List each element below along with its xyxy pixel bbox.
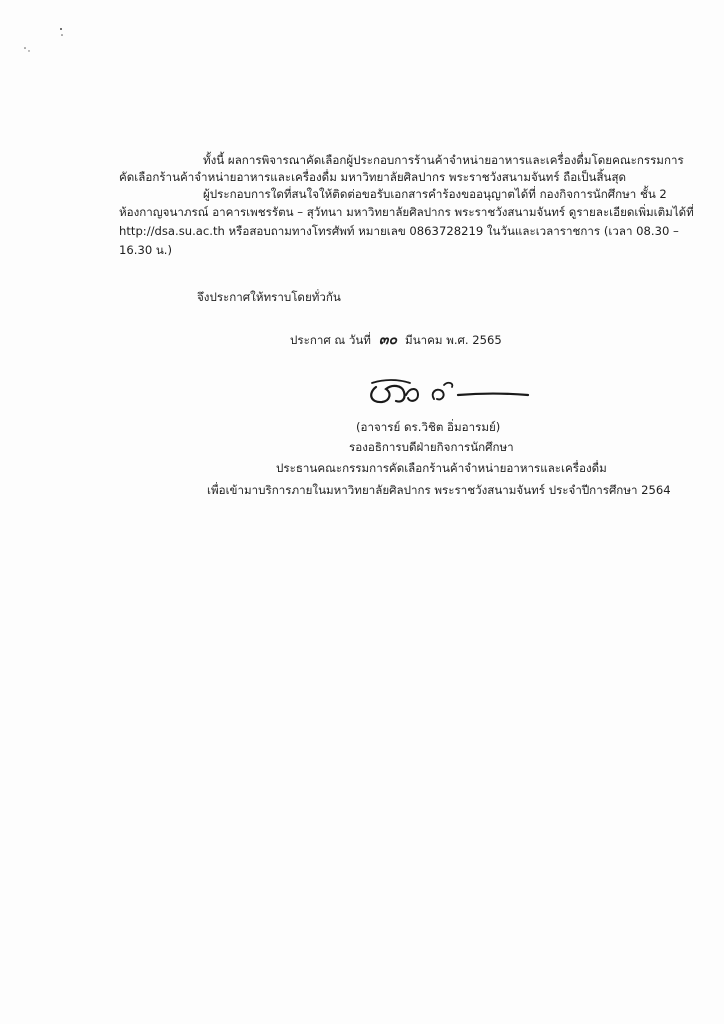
announcement-line: จึงประกาศให้ทราบโดยทั่วกัน <box>197 290 341 304</box>
paragraph-2-line-2: ห้องกาญจนาภรณ์ อาคารเพชรรัตน – สุวัทนา มหาวิทยาลัยศิลปากร พระราชวังสนามจันทร์ ดูรายละเอียดเพิ่มเติมได้ที่ <box>119 205 694 219</box>
signatory-name: (อาจารย์ ดร.วิชิต อิ่มอารมย์) <box>356 420 501 434</box>
scan-specks <box>0 0 80 60</box>
signatory-title-1: รองอธิการบดีฝ่ายกิจการนักศึกษา <box>349 440 514 454</box>
date-prefix: ประกาศ ณ วันที่ <box>290 333 371 347</box>
date-suffix: มีนาคม พ.ศ. 2565 <box>405 333 502 347</box>
signatory-title-2: ประธานคณะกรรมการคัดเลือกร้านค้าจำหน่ายอาหารและเครื่องดื่ม <box>276 461 607 475</box>
signature <box>362 373 532 413</box>
paragraph-1-line-2: คัดเลือกร้านค้าจำหน่ายอาหารและเครื่องดื่ม มหาวิทยาลัยศิลปากร พระราชวังสนามจันทร์ ถือเป็นสิ้นสุด <box>119 170 627 184</box>
paragraph-2-line-3: http://dsa.su.ac.th หรือสอบถามทางโทรศัพท์ หมายเลข 0863728219 ในวันและเวลาราชการ (เวลา 08.30 – <box>119 224 679 238</box>
signatory-title-3: เพื่อเข้ามาบริการภายในมหาวิทยาลัยศิลปากร พระราชวังสนามจันทร์ ประจำปีการศึกษา 2564 <box>207 483 671 497</box>
paragraph-2-line-4: 16.30 น.) <box>119 243 173 257</box>
date-day-handwritten: ๓๐ <box>378 332 398 348</box>
paragraph-1-line-1: ทั้งนี้ ผลการพิจารณาคัดเลือกผู้ประกอบการร้านค้าจำหน่ายอาหารและเครื่องดื่มโดยคณะกรรมการ <box>203 153 684 167</box>
date-line <box>290 333 502 347</box>
paragraph-2-line-1: ผู้ประกอบการใดที่สนใจให้ติดต่อขอรับเอกสารคำร้องขออนุญาตได้ที่ กองกิจการนักศึกษา ชั้น 2 <box>203 187 667 201</box>
